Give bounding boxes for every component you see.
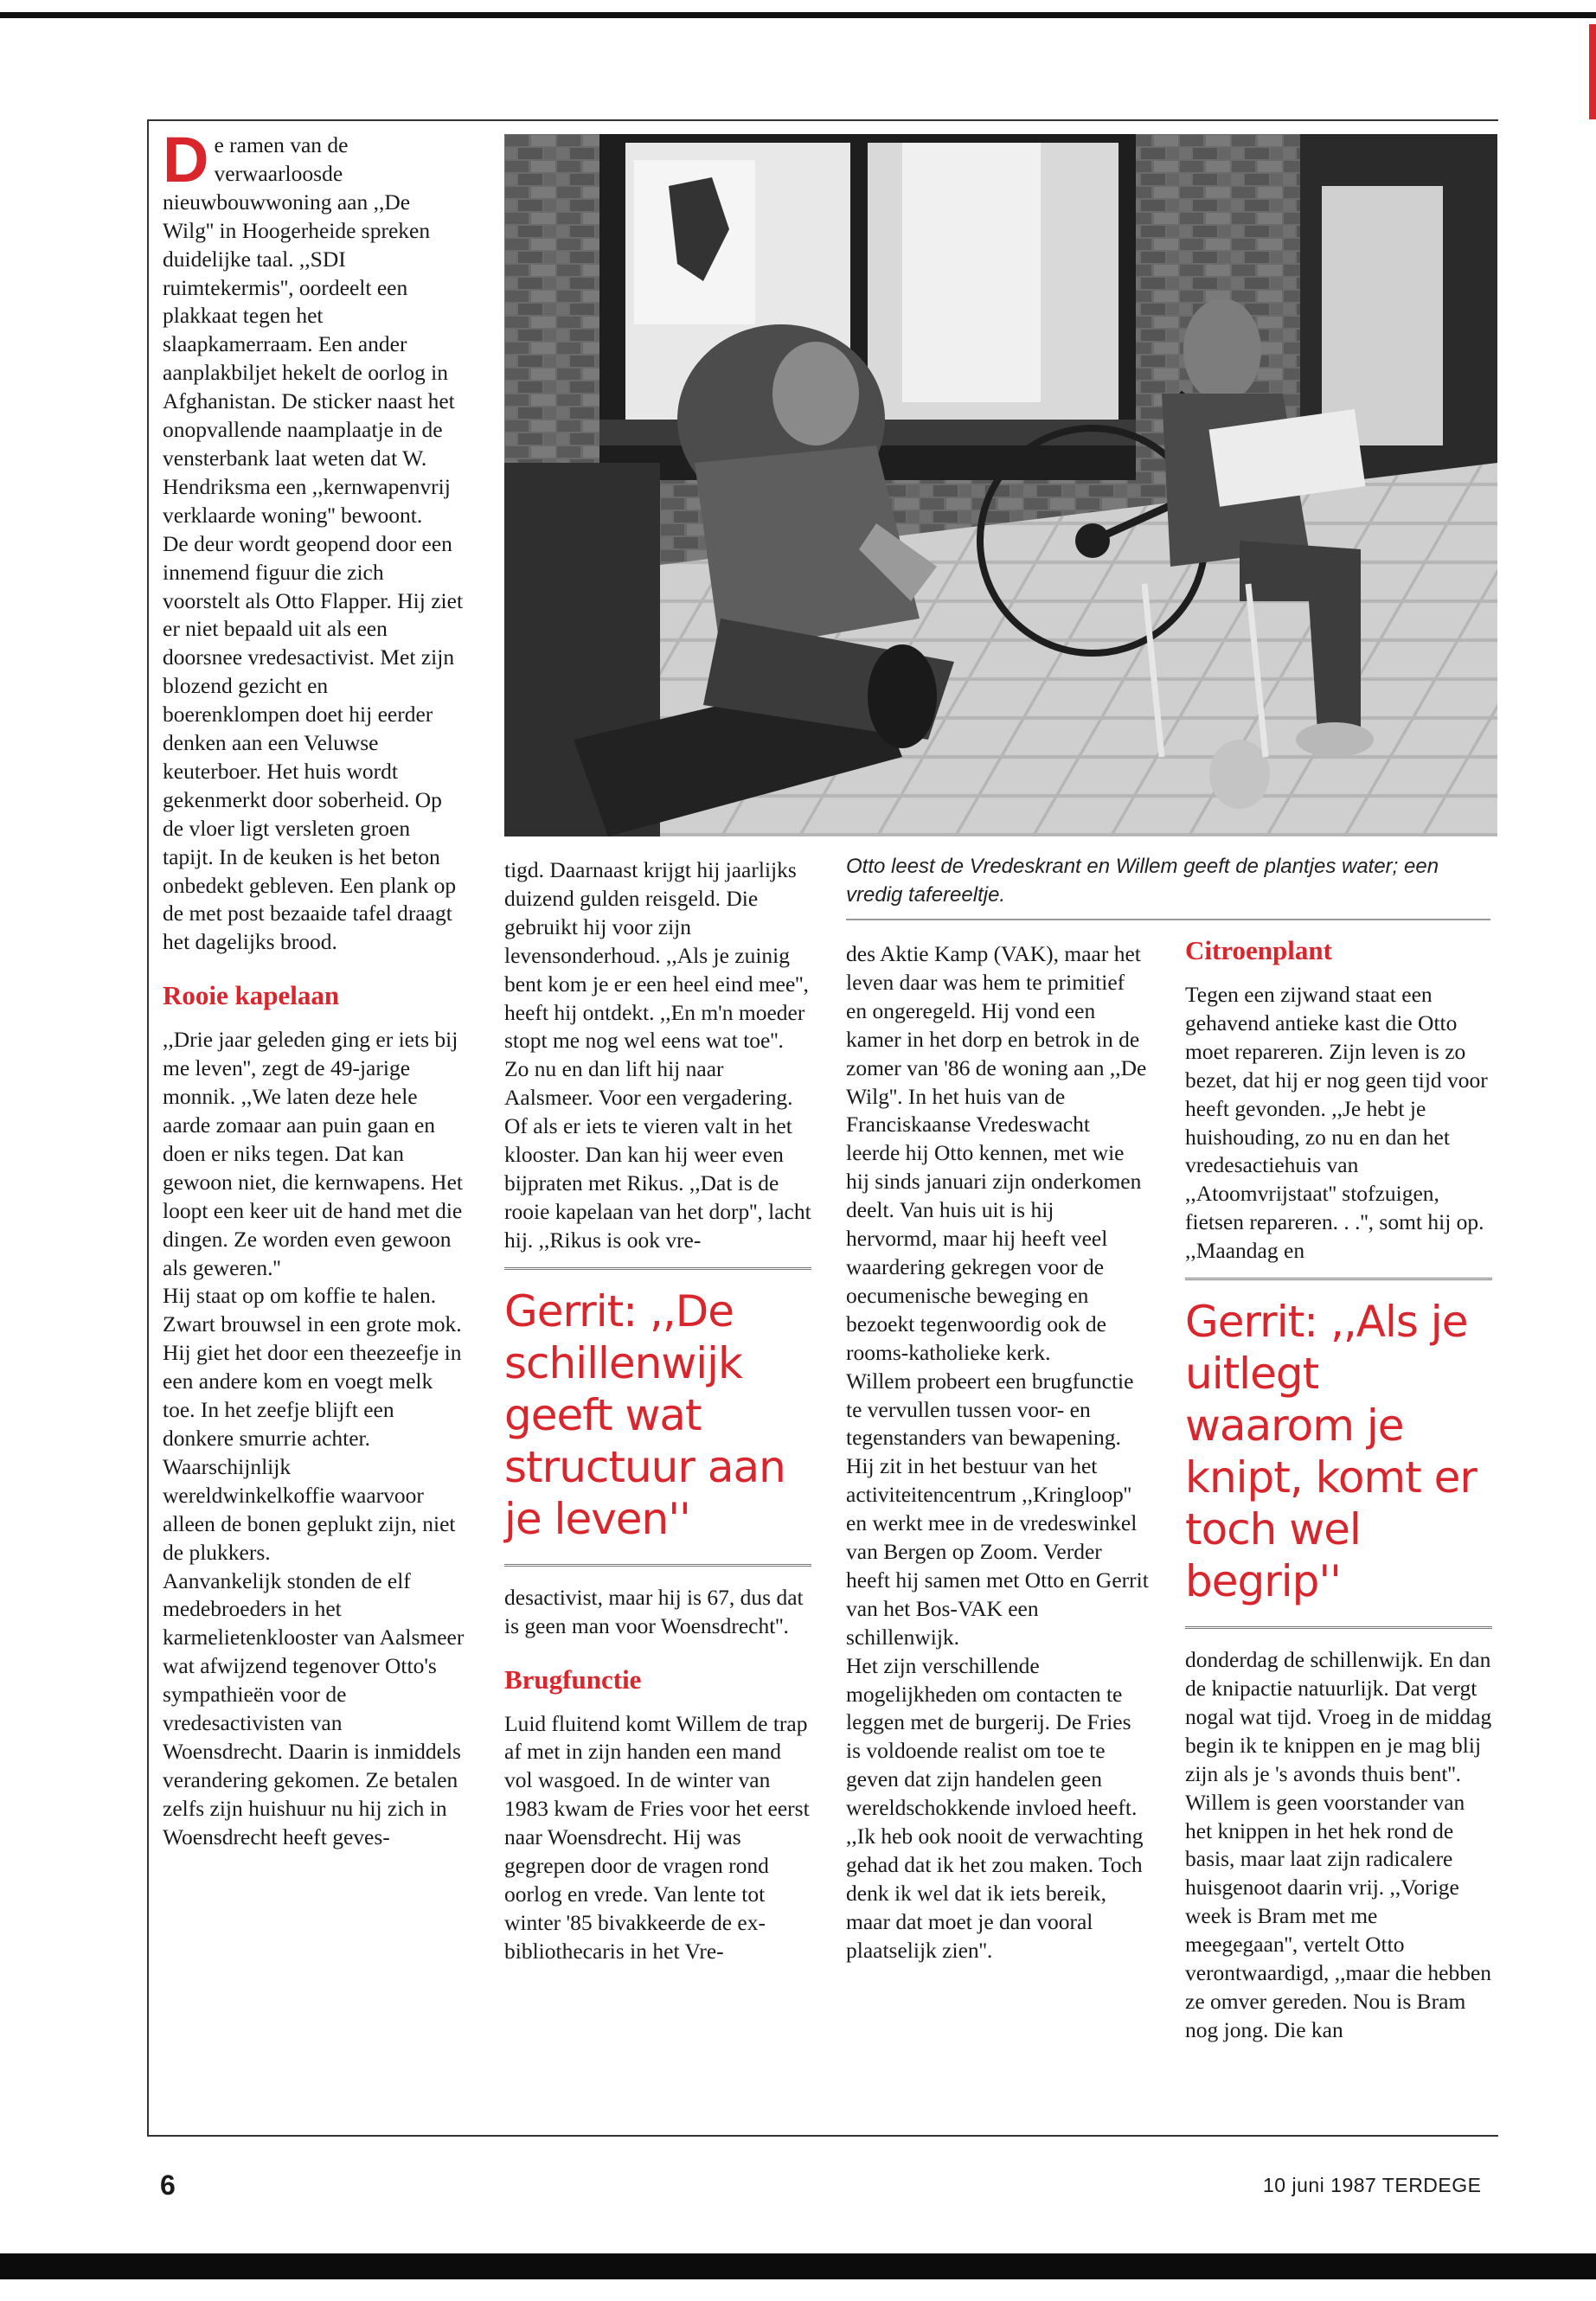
paragraph: Willem probeert een brugfunctie te vervullen tussen voor- en tegenstanders van bewapening. Hij zit in het bestuur van het activiteitencentrum ,,Kringloop'' en werkt mee in de vredeswinkel van Bergen op Zoom. Verder heeft hij samen met Otto en Gerrit van het Bos-VAK een schillenwijk. xyxy=(846,1368,1149,1650)
paragraph: ,,Drie jaar geleden ging er iets bij me leven'', zegt de 49-jarige monnik. ,,We laten deze hele aarde zomaar aan puin gaan en doen er niks tegen. Dat kan gewoon niet, die kernwapens. Het loopt een keer uit de hand met die dingen. Ze worden even gewoon als geweren.'' xyxy=(163,1027,463,1280)
frame-bottom-rule xyxy=(147,2135,1498,2137)
column-1 xyxy=(163,124,465,1852)
paragraph: tigd. Daarnaast krijgt hij jaarlijks duizend gulden reisgeld. Die gebruikt hij voor zijn levensonderhoud. ,,Als je zuinig bent kom je er een heel eind mee'', heeft hij ontdekt. ,,En m'n moeder stopt me nog wel eens wat toe''. xyxy=(504,857,809,1054)
subheading-rooie-kapelaan: Rooie kapelaan xyxy=(163,980,340,1011)
article-photo xyxy=(504,134,1497,836)
issue-dateline: 10 juni 1987 TERDEGE xyxy=(1263,2174,1482,2196)
photo-caption: Otto leest de Vredeskrant en Willem geeft de plantjes water; een vredig tafereeltje. xyxy=(846,855,1439,907)
column-4 xyxy=(1185,934,1492,2045)
paragraph: Zo nu en dan lift hij naar Aalsmeer. Voor een vergadering. Of als er iets te vieren valt in het klooster. Dan kan hij weer even bijpraten met Rikus. ,,Dat is de rooie kapelaan van het dorp'', lacht hij. ,,Rikus is ook vre- xyxy=(504,1056,811,1253)
paragraph: Luid fluitend komt Willem de trap af met in zijn handen een mand vol wasgoed. In de winter van 1983 kwam de Fries voor het eerst naar Woensdrecht. Hij was gegrepen door de vragen rond oorlog en vrede. Van lente tot winter '85 bivakkeerde de ex-bibliothecaris in het Vre- xyxy=(504,1710,810,1964)
bottom-black-rule xyxy=(0,2253,1596,2279)
frame-top-rule xyxy=(147,119,1498,121)
intro-text: e ramen van de verwaarloosde nieuwbouwwoning aan ,,De Wilg'' in Hoogerheide spreken duidelijke taal. ,,SDI ruimtekermis'', oordeelt een plakkaat tegen het slaapkamerraam. Een ander aanplakbiljet hekelt de oorlog in Afghanistan. De sticker naast het onopvallende naamplaatje in de vensterbank laat weten dat W. Hendriksma een ,,kernwapenvrij verklaarde woning'' bewoont. xyxy=(163,132,455,528)
red-edge-mark xyxy=(1589,24,1596,119)
paragraph: donderdag de schillenwijk. En dan de knipactie natuurlijk. Dat vergt nogal wat tijd. Vroeg in de middag begin ik te knippen en je mag blij zijn als je 's avonds thuis bent''. xyxy=(1185,1647,1492,1786)
paragraph: desactivist, maar hij is 67, dus dat is geen man voor Woensdrecht''. xyxy=(504,1584,804,1638)
caption-rule xyxy=(846,919,1490,920)
top-black-rule xyxy=(0,12,1596,18)
paragraph: Hij staat op om koffie te halen. Zwart brouwsel in een grote mok. Hij giet het door een theezeefje in een andere kom en voegt melk toe. In het zeefje blijft een donkere smurrie achter. Waarschijnlijk wereldwinkelkoffie waarvoor alleen de bonen geplukt zijn, niet de plukkers. xyxy=(163,1283,462,1565)
subheading-brugfunctie: Brugfunctie xyxy=(504,1663,642,1695)
paragraph: De deur wordt geopend door een innemend figuur die zich voorstelt als Otto Flapper. Hij ziet er niet bepaald uit als een doorsnee vredesactivist. Met zijn blozend gezicht en boerenklompen doet hij eerder denken aan een Veluwse keuterboer. Het huis wordt gekenmerkt door soberheid. Op de vloer ligt versleten groen tapijt. In de keuken is het beton onbedekt gebleven. Een plank op de met post bezaaide tafel draagt het dagelijks brood. xyxy=(163,530,464,955)
subheading-citroenplant: Citroenplant xyxy=(1185,935,1332,965)
paragraph xyxy=(163,124,465,530)
paragraph: Willem is geen voorstander van het knippen in het hek rond de basis, maar laat zijn radicalere huisgenoot daarin vrij. ,,Vorige week is Bram met me meegegaan'', vertelt Otto verontwaardigd, ,,maar die hebben ze omver gereden. Nou is Bram nog jong. Die kan xyxy=(1185,1789,1492,2042)
paragraph: Het zijn verschillende mogelijkheden om contacten te leggen met de burgerij. De Fries is voldoende realist om toe te geven dat zijn handelen geen wereldschokkende invloed heeft. ,,Ik heb ook nooit de verwachting gehad dat ik het zou maken. Toch denk ik wel dat ik iets bereik, maar dat moet je dan vooral plaatselijk zien''. xyxy=(846,1652,1144,1963)
paragraph: Tegen een zijwand staat een gehavend antieke kast die Otto moet repareren. Zijn leven is zo bezet, dat hij er nog geen tijd voor heeft gevonden. ,,Je hebt je huishouding, zo nu en dan het vredesactiehuis van ,,Atoomvrijstaat'' stofzuigen, fietsen repareren. . .'', somt hij op. ,,Maandag en xyxy=(1185,982,1488,1264)
column-3 xyxy=(846,940,1149,1965)
pull-quote-begrip: Gerrit: ,,Als je uitlegt waarom je knipt, komt er toch wel begrip'' xyxy=(1185,1278,1492,1629)
drop-cap: D xyxy=(163,124,209,195)
page-number: 6 xyxy=(160,2170,176,2201)
frame-left-rule xyxy=(147,119,149,2135)
column-2 xyxy=(504,856,811,1966)
paragraph: des Aktie Kamp (VAK), maar het leven daar was hem te primitief en ongeregeld. Hij vond een kamer in het dorp en betrok in de zomer van '86 de woning aan ,,De Wilg''. In het huis van de Franciskaanse Vredeswacht leerde hij Otto kennen, met wie hij sinds januari zijn onderkomen deelt. Van huis uit is hij hervormd, maar hij heeft veel waardering gekregen voor de oecumenische beweging en bezoekt tegenwoordig ook de rooms-katholieke kerk. xyxy=(846,941,1147,1365)
paragraph: Aanvankelijk stonden de elf medebroeders in het karmelietenklooster van Aalsmeer wat afwijzend tegenover Otto's sympathieën voor de vredesactivisten van Woensdrecht. Daarin is inmiddels verandering gekomen. Ze betalen zelfs zijn huishuur nu hij zich in Woensdrecht heeft geves- xyxy=(163,1567,465,1849)
pull-quote-schillenwijk: Gerrit: ,,De schillenwijk geeft wat structuur aan je leven'' xyxy=(504,1267,811,1567)
